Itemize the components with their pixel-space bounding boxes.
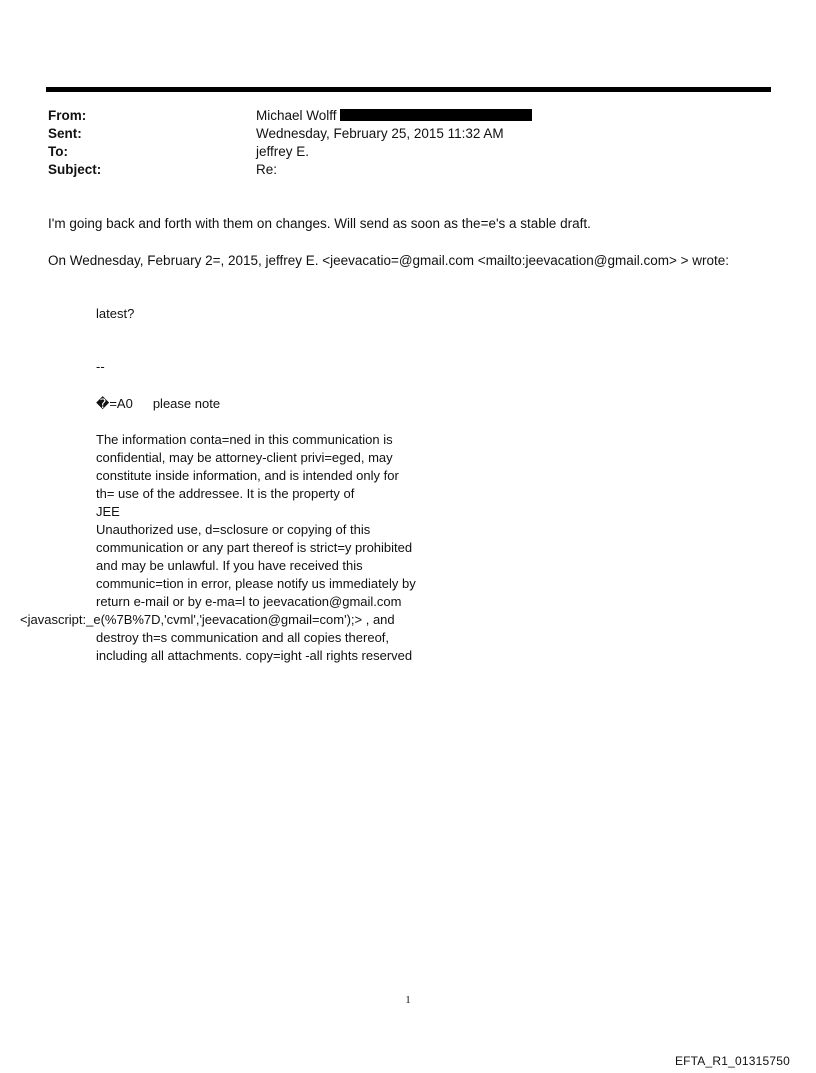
to-label: To: <box>48 144 68 159</box>
disclaimer-line: destroy th=s communication and all copies thereof, <box>96 630 390 645</box>
disclaimer-line: communication or any part thereof is strict=y prohibited <box>96 540 413 555</box>
disclaimer-line: return e-mail or by e-ma=l to jeevacation@gmail.com <box>96 594 402 609</box>
reply-text: I'm going back and forth with them on changes. Will send as soon as the=e's a stable draft. <box>48 216 591 231</box>
subject-label: Subject: <box>48 162 102 177</box>
note-prefix: �=A0 <box>96 396 133 411</box>
disclaimer-line: Unauthorized use, d=sclosure or copying of this <box>96 522 371 537</box>
header-rule <box>46 87 771 92</box>
from-value <box>256 107 532 125</box>
disclaimer-line: confidential, may be attorney-client privi=eged, may <box>96 450 393 465</box>
signature-separator: -- <box>96 359 105 374</box>
from-name: Michael Wolff <box>256 108 337 123</box>
confidentiality-disclaimer <box>20 431 516 665</box>
disclaimer-line: <javascript:_e(%7B%7D,'cvml','jeevacation@gmail=com');> , and <box>20 612 395 627</box>
quote-intro: On Wednesday, February 2=, 2015, jeffrey E. <jeevacatio=@gmail.com <mailto:jeevacation@gmail.com> > wrote: <box>48 253 729 268</box>
quoted-message: latest? <box>96 306 135 321</box>
disclaimer-line: The information conta=ned in this communication is <box>96 432 393 447</box>
document-id: EFTA_R1_01315750 <box>674 1054 790 1068</box>
disclaimer-line: and may be unlawful. If you have received this <box>96 558 363 573</box>
disclaimer-line: th= use of the addressee. It is the property of <box>96 486 355 501</box>
subject-row <box>48 161 768 179</box>
disclaimer-line: constitute inside information, and is intended only for <box>96 468 399 483</box>
sent-value: Wednesday, February 25, 2015 11:32 AM <box>256 126 504 141</box>
from-label: From: <box>48 108 87 123</box>
note-text: please note <box>152 396 221 411</box>
redaction-block <box>340 109 532 121</box>
sent-label: Sent: <box>48 126 82 141</box>
from-row <box>48 107 768 125</box>
disclaimer-line: including all attachments. copy=ight -all rights reserved <box>96 648 413 663</box>
note-line <box>96 395 220 413</box>
sent-row <box>48 125 768 143</box>
page-number: 1 <box>405 994 411 1006</box>
disclaimer-line: JEE <box>96 504 120 519</box>
email-header <box>48 107 768 179</box>
disclaimer-line: communic=tion in error, please notify us immediately by <box>96 576 416 591</box>
subject-value: Re: <box>256 162 278 177</box>
to-row <box>48 143 768 161</box>
to-value: jeffrey E. <box>256 144 310 159</box>
